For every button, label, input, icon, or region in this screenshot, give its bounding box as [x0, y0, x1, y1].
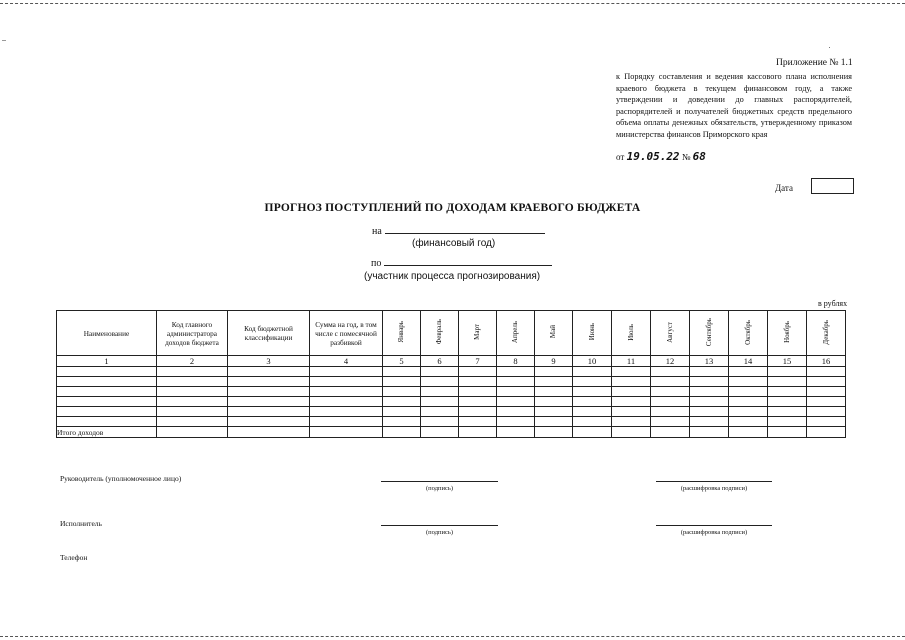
scan-dot — [829, 47, 830, 48]
forecast-table — [56, 310, 846, 438]
column-number: 7 — [459, 356, 497, 367]
head-signature-caption: (подпись) — [426, 485, 453, 492]
header-month — [651, 311, 690, 356]
table-row[interactable] — [57, 397, 846, 407]
unit-label: в рублях — [818, 299, 848, 308]
header-annual-sum: Сумма на год, в том числе с помесячной разбивкой — [310, 311, 383, 356]
column-number: 3 — [228, 356, 310, 367]
executor-decryption-line[interactable] — [656, 525, 772, 526]
header-month — [768, 311, 807, 356]
table-row[interactable] — [57, 417, 846, 427]
scan-border-top — [0, 3, 905, 4]
month-label: Март — [473, 324, 481, 340]
executor-signature-caption: (подпись) — [426, 529, 453, 536]
appendix-title: Приложение № 1.1 — [776, 58, 853, 68]
executor-label: Исполнитель — [60, 519, 102, 528]
column-number: 13 — [690, 356, 729, 367]
month-label: Апрель — [511, 320, 519, 344]
column-number: 16 — [807, 356, 846, 367]
field-po-caption: (участник процесса прогнозирования) — [364, 271, 541, 282]
header-month — [729, 311, 768, 356]
column-number: 11 — [612, 356, 651, 367]
header-month — [421, 311, 459, 356]
header-month — [459, 311, 497, 356]
phone-label: Телефон — [60, 553, 88, 562]
column-number: 12 — [651, 356, 690, 367]
column-number: 5 — [383, 356, 421, 367]
appendix-date — [616, 150, 706, 163]
scan-mark — [2, 40, 6, 41]
month-label: Декабрь — [821, 319, 830, 345]
table-row[interactable] — [57, 407, 846, 417]
head-signature-line[interactable] — [381, 481, 498, 482]
header-month — [535, 311, 573, 356]
column-number: 8 — [497, 356, 535, 367]
head-label: Руководитель (уполномоченное лицо) — [60, 474, 182, 483]
header-month — [612, 311, 651, 356]
head-decryption-line[interactable] — [656, 481, 772, 482]
header-name: Наименование — [57, 311, 157, 356]
month-label: Январь — [397, 321, 405, 343]
appendix-text: к Порядку составления и ведения кассового плана исполнения краевого бюджета в текущем финансовом году, а также утверждении и доведении до главных распорядителей, распорядителей и получателей бюджетных средств предельного объема оплаты денежных обязательств, утвержденному приказом министерства финансов Приморского края — [616, 72, 852, 139]
field-na — [372, 224, 545, 237]
date-box[interactable] — [811, 178, 854, 194]
date-prefix: от — [616, 152, 625, 162]
executor-decryption-caption: (расшифровка подписи) — [680, 529, 748, 536]
head-decryption-caption: (расшифровка подписи) — [680, 485, 748, 492]
header-month — [690, 311, 729, 356]
handwritten-number: 68 — [692, 150, 706, 163]
table-row[interactable] — [57, 387, 846, 397]
field-na-label: на — [372, 226, 382, 237]
table-header-row — [57, 311, 846, 356]
header-admin-code: Код главного администратора доходов бюджета — [157, 311, 228, 356]
field-na-caption: (финансовый год) — [412, 238, 496, 249]
scan-border-bottom — [0, 636, 905, 637]
month-label: Октябрь — [743, 319, 752, 345]
column-number: 15 — [768, 356, 807, 367]
month-label: Февраль — [435, 319, 443, 345]
total-row — [57, 427, 846, 438]
number-prefix: № — [681, 152, 691, 162]
column-number-row — [57, 356, 846, 367]
column-number: 4 — [310, 356, 383, 367]
month-label: Июль — [626, 323, 635, 341]
header-budget-code: Код бюджетной классификации — [228, 311, 310, 356]
month-label: Ноябрь — [782, 321, 791, 343]
executor-signature-line[interactable] — [381, 525, 498, 526]
header-month — [807, 311, 846, 356]
column-number: 14 — [729, 356, 768, 367]
field-po-label: по — [371, 258, 382, 269]
handwritten-date: 19.05.22 — [626, 150, 680, 163]
month-label: Июнь — [587, 323, 596, 341]
column-number: 6 — [421, 356, 459, 367]
header-month — [573, 311, 612, 356]
field-na-line[interactable] — [385, 224, 545, 234]
month-label: Сентябрь — [704, 317, 713, 347]
month-label: Август — [665, 321, 674, 343]
header-month — [497, 311, 535, 356]
column-number: 2 — [157, 356, 228, 367]
table-row[interactable] — [57, 377, 846, 387]
date-label: Дата — [775, 183, 793, 193]
field-po — [371, 256, 552, 269]
column-number: 9 — [535, 356, 573, 367]
column-number: 10 — [573, 356, 612, 367]
table-row[interactable] — [57, 367, 846, 377]
page-title: ПРОГНОЗ ПОСТУПЛЕНИЙ ПО ДОХОДАМ КРАЕВОГО БЮДЖЕТА — [264, 202, 641, 214]
column-number: 1 — [57, 356, 157, 367]
total-label: Итого доходов — [57, 427, 157, 438]
field-po-line[interactable] — [384, 256, 552, 266]
month-label: Май — [549, 325, 557, 339]
header-month — [383, 311, 421, 356]
